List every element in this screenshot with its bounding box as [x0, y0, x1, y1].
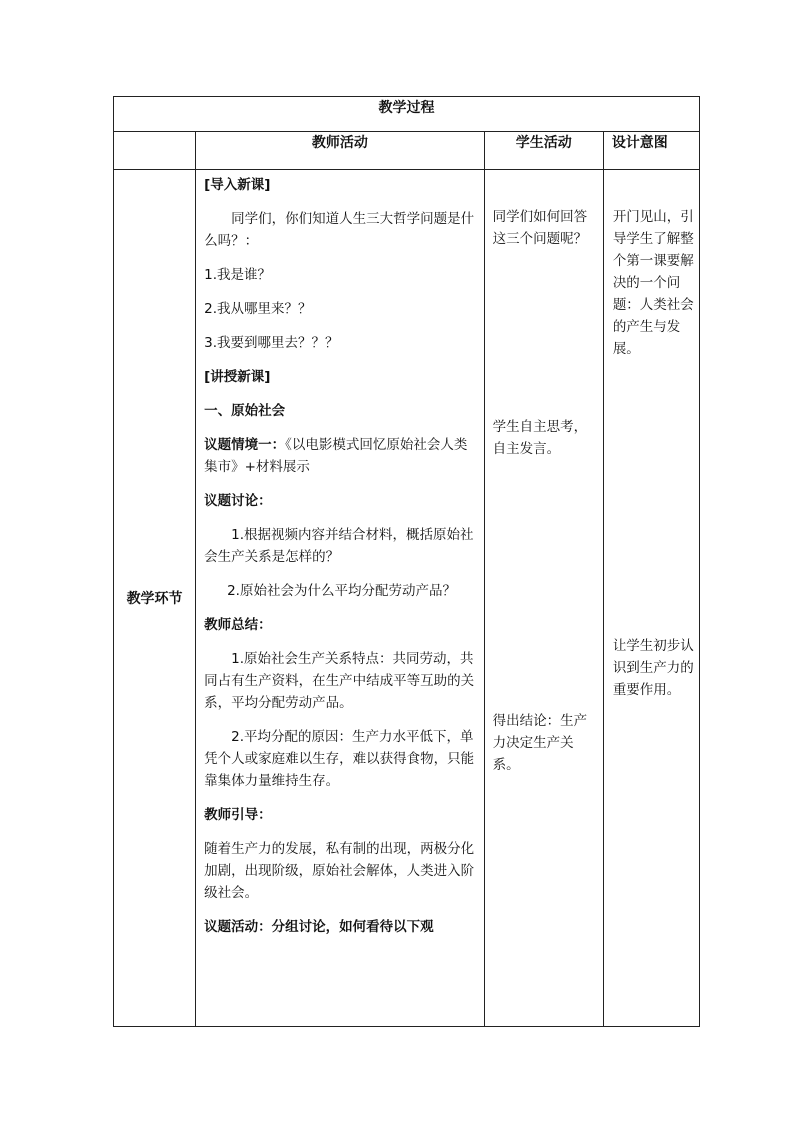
- header-teacher-activity: 教师活动: [196, 132, 484, 170]
- summary-label: 教师总结：: [204, 617, 272, 633]
- student-note-3: 得出结论：生产力决定生产关系。: [492, 713, 588, 773]
- question-1: 1.我是谁？: [204, 267, 272, 283]
- design-intent-cell: [603, 170, 699, 1027]
- intro-question: 同学们，你们知道人生三大哲学问题是什么吗？：: [204, 211, 475, 249]
- design-note-2: 让学生初步认识到生产力的重要作用。: [612, 638, 694, 698]
- section1-title: 一、原始社会: [204, 403, 286, 419]
- student-note-1: 同学们如何回答这三个问题呢？: [492, 209, 588, 247]
- student-activity-cell: [484, 170, 603, 1027]
- guide-label: 教师引导：: [204, 807, 272, 823]
- discussion-label: 议题讨论：: [204, 493, 272, 509]
- teaching-stage-row: [114, 170, 700, 1027]
- question-2: 2.我从哪里来？？: [204, 301, 312, 317]
- header-student-activity: 学生活动: [484, 132, 603, 170]
- design-note-1: 开门见山，引导学生了解整个第一课要解决的一个问题：人类社会的产生与发展。: [612, 209, 694, 357]
- table-title-row: [114, 97, 700, 132]
- header-design-intent: 设计意图: [603, 132, 699, 170]
- scenario1-text: 《以电影模式回忆原始社会人类集市》+材料展示: [204, 437, 468, 475]
- intro-heading: [导入新课]: [204, 177, 271, 193]
- activity-label: 议题活动：分组讨论，如何看待以下观: [204, 919, 434, 935]
- table-header-row: [114, 132, 700, 170]
- discussion-question-1: 1.根据视频内容并结合材料，概括原始社会生产关系是怎样的？: [204, 527, 474, 565]
- table-title: 教学过程: [114, 97, 700, 132]
- new-lesson-heading: [讲授新课]: [204, 369, 271, 385]
- question-3: 3.我要到哪里去？？？: [204, 335, 339, 351]
- guide-text: 随着生产力的发展，私有制的出现，两极分化加剧，出现阶级，原始社会解体，人类进入阶级社会。: [204, 841, 475, 901]
- student-note-2: 学生自主思考，自主发言。: [492, 419, 588, 457]
- scenario1: [204, 434, 477, 478]
- teacher-activity-cell: [196, 170, 484, 1027]
- header-empty-cell: [114, 132, 196, 170]
- lesson-process-table: [113, 96, 700, 1027]
- scenario1-label: 议题情境一：: [204, 437, 286, 453]
- discussion-question-2: 2.原始社会为什么平均分配劳动产品？: [227, 583, 456, 599]
- teaching-stage-label: 教学环节: [114, 170, 196, 1027]
- summary-point-1: 1.原始社会生产关系特点：共同劳动，共同占有生产资料，在生产中结成平等互助的关系，平均分配劳动产品。: [204, 651, 475, 711]
- summary-point-2: 2.平均分配的原因：生产力水平低下，单凭个人或家庭难以生存，难以获得食物，只能靠集体力量维持生存。: [204, 729, 475, 789]
